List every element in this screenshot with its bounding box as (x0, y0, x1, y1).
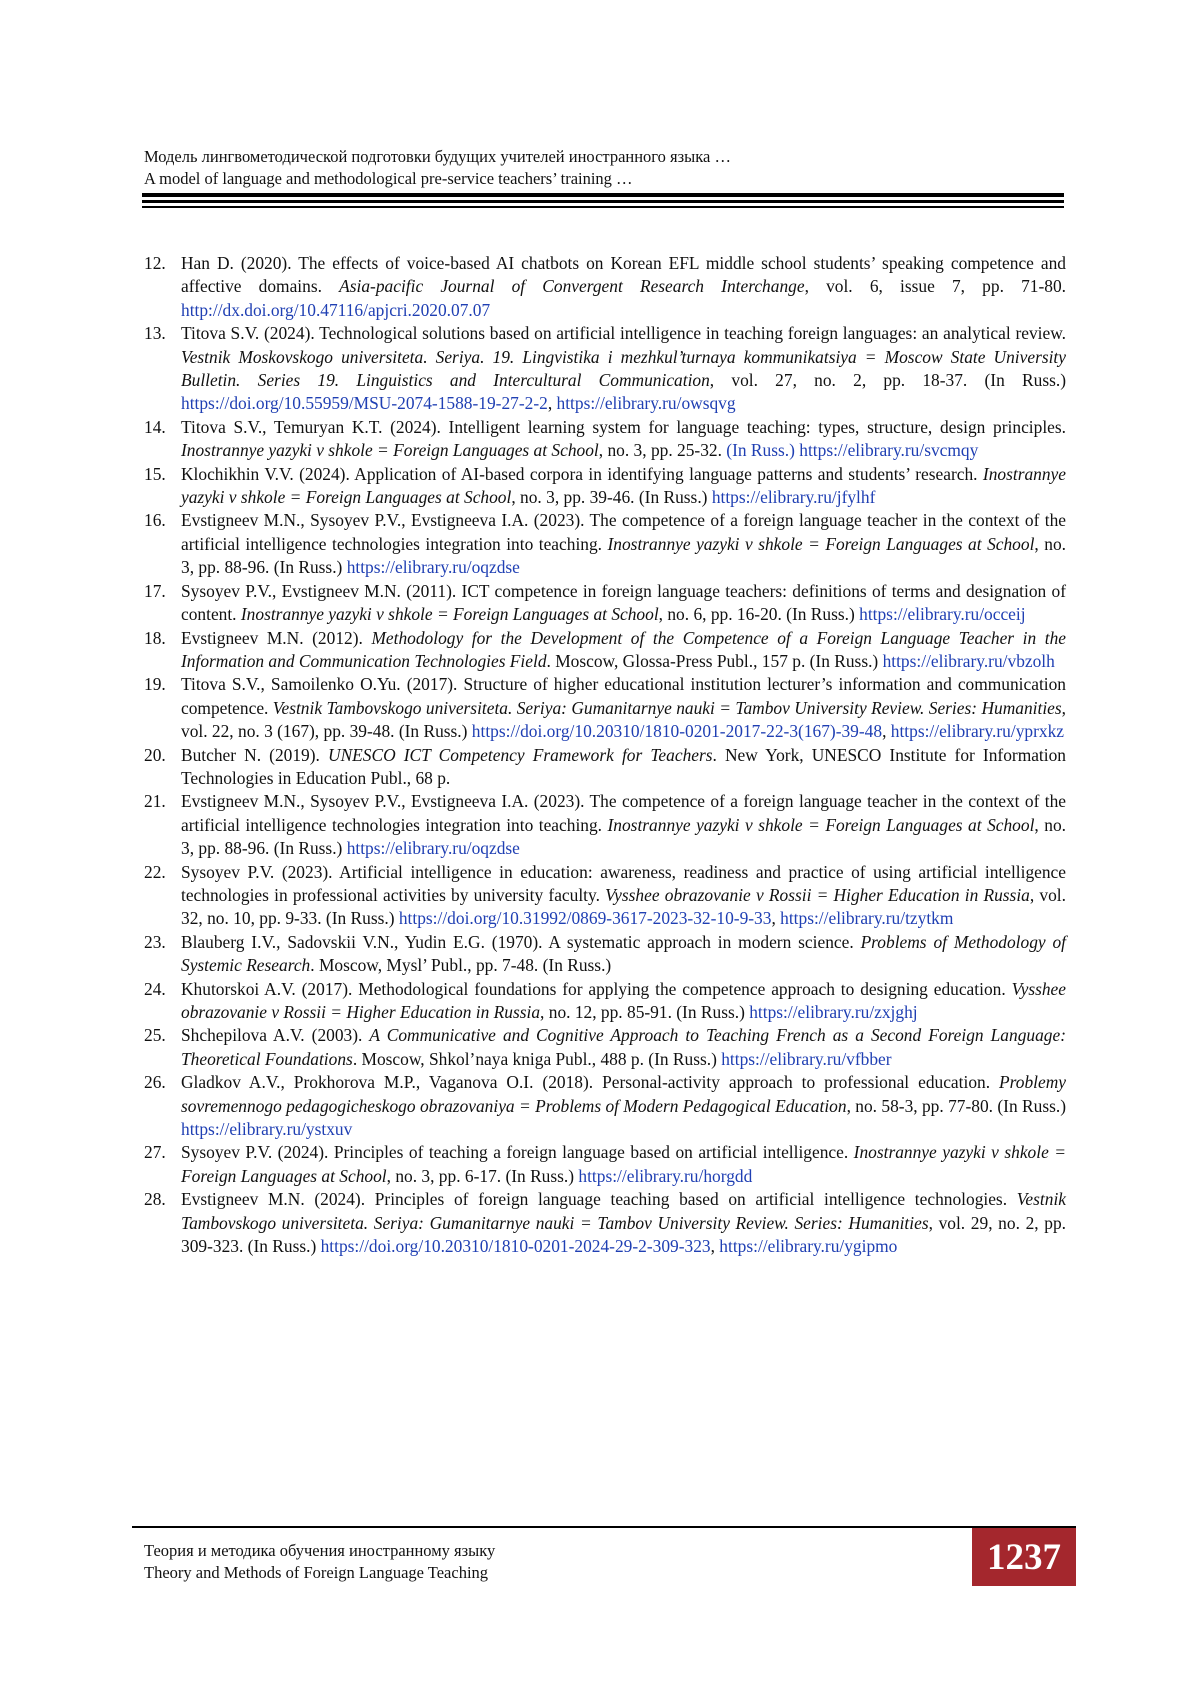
footer-rule (132, 1526, 1076, 1528)
header-title-en: A model of language and methodological pre-service teachers’ training … (144, 169, 633, 188)
reference-link[interactable]: https://doi.org/10.31992/0869-3617-2023-32-10-9-33 (398, 908, 772, 929)
reference-item (144, 1071, 1066, 1141)
reference-number: 17. (144, 580, 166, 601)
reference-segment: Shchepilova A.V. (2003). (181, 1025, 370, 1046)
reference-text (181, 580, 1066, 627)
reference-link[interactable]: https://elibrary.ru/vfbber (721, 1048, 892, 1069)
reference-item (144, 1188, 1066, 1258)
source-title: Methodology for the Development of the Competence of a Foreign Language Teacher in the Information and Communication Technologies Field (181, 627, 1066, 671)
reference-segment: Evstigneev M.N., Sysoyev P.V., Evstigneeva I.A. (2023). The competence of a foreign language teacher in the context of the artificial intelligence technologies integration into teaching. (181, 791, 1066, 835)
reference-text (181, 463, 1066, 510)
reference-number: 12. (144, 253, 166, 273)
reference-link[interactable]: https://elibrary.ru/owsqvg (556, 393, 736, 414)
reference-segment: , no. 6, pp. 16-20. (In Russ.) (658, 604, 860, 625)
reference-segment: Han D. (2020). The effects of voice-based AI chatbots on Korean EFL middle school students’ speaking competence and affective domains. (181, 253, 1066, 297)
reference-number: 15. (144, 463, 166, 484)
reference-segment: Evstigneev M.N., Sysoyev P.V., Evstigneeva I.A. (2023). The competence of a foreign language teacher in the context of the artificial intelligence technologies integration into teaching. (181, 510, 1066, 554)
reference-link[interactable]: https://doi.org/10.55959/MSU-2074-1588-19-27-2-2 (181, 393, 548, 414)
reference-text (181, 1024, 1066, 1071)
reference-segment: Blauberg I.V., Sadovskii V.N., Yudin E.G. (1970). A systematic approach in modern science. (181, 931, 861, 952)
reference-segment: , no. 3, pp. 39-46. (In Russ.) (511, 487, 712, 508)
reference-text (181, 322, 1066, 416)
reference-link[interactable]: https://elibrary.ru/ygipmo (719, 1236, 898, 1257)
source-title: A Communicative and Cognitive Approach to Teaching French as a Second Foreign Language: Theoretical Foundations (181, 1025, 1066, 1069)
reference-link[interactable]: https://elibrary.ru/horgdd (578, 1165, 753, 1186)
reference-text (181, 931, 1066, 978)
reference-segment: , no. 3, pp. 88-96. (In Russ.) (181, 814, 1066, 859)
reference-segment: Khutorskoi A.V. (2017). Methodological foundations for applying the competence approach to designing education. (181, 978, 1012, 999)
reference-text (181, 416, 1066, 463)
reference-link[interactable]: https://elibrary.ru/jfylhf (711, 487, 876, 508)
reference-item (144, 744, 1066, 791)
reference-segment: Titova S.V. (2024). Technological solutions based on artificial intelligence in teaching foreign languages: an analytical review. (181, 323, 1066, 344)
source-title: Vestnik Tambovskogo universiteta. Seriya: Gumanitarnye nauki = Tambov University Review. Series: Humanities (272, 697, 1062, 718)
reference-segment: , no. 3, pp. 25-32. (598, 440, 727, 461)
reference-number: 13. (144, 323, 166, 344)
running-header (144, 146, 1064, 190)
reference-link[interactable]: http://dx.doi.org/10.47116/apjcri.2020.07.07 (181, 299, 491, 320)
reference-item (144, 627, 1066, 674)
reference-segment: . Moscow, Glossa-Press Publ., 157 p. (In Russ.) (546, 650, 883, 671)
reference-segment: , no. 12, pp. 85-91. (In Russ.) (540, 1002, 750, 1022)
reference-item (144, 790, 1066, 860)
reference-item (144, 931, 1066, 978)
reference-text (181, 790, 1066, 860)
reference-list (144, 252, 1066, 1258)
source-title: Inostrannye yazyki v shkole = Foreign Languages at School (240, 604, 659, 625)
source-title: Inostrannye yazyki v shkole = Foreign Languages at School (607, 533, 1035, 554)
source-title: Vysshee obrazovanie v Rossii = Higher Education in Russia (605, 884, 1030, 905)
reference-number: 24. (144, 978, 166, 999)
reference-text (181, 978, 1066, 1025)
reference-item (144, 463, 1066, 510)
source-title: Inostrannye yazyki v shkole = Foreign Languages at School (607, 814, 1035, 835)
page-number: 1237 (972, 1528, 1076, 1586)
reference-number: 14. (144, 416, 166, 437)
reference-link[interactable]: https://elibrary.ru/oqzdse (346, 838, 520, 859)
running-footer (144, 1540, 844, 1584)
reference-text (181, 1141, 1066, 1188)
source-title: Problemy sovremennogo pedagogicheskogo obrazovaniya = Problems of Modern Pedagogical Education (181, 1072, 1066, 1116)
source-title: Asia-pacific Journal of Convergent Research Interchange (339, 276, 805, 297)
source-title: Vestnik Tambovskogo universiteta. Seriya: Gumanitarnye nauki = Tambov University Review. Series: Humanities (181, 1189, 1066, 1233)
reference-text (181, 1188, 1066, 1258)
header-rule-bottom (142, 206, 1064, 208)
reference-segment: , vol. 27, no. 2, pp. 18-37. (In Russ.) (709, 370, 1066, 391)
reference-text (181, 744, 1066, 791)
source-title: Vestnik Moskovskogo universiteta. Seriya. 19. Lingvistika i mezhkul’turnaya kommunikatsiya = Moscow State University Bulletin. Series 19. Linguistics and Intercultural Communication (181, 346, 1066, 391)
reference-number: 20. (144, 744, 166, 765)
reference-number: 21. (144, 791, 166, 812)
reference-segment: Evstigneev M.N. (2024). Principles of foreign language teaching based on artificial intelligence technologies. (181, 1189, 1017, 1210)
reference-segment: , no. 3, pp. 6-17. (In Russ.) (386, 1165, 579, 1186)
reference-text (181, 627, 1066, 674)
reference-number: 22. (144, 861, 166, 882)
reference-item (144, 322, 1066, 416)
reference-text (181, 1071, 1066, 1141)
reference-link[interactable]: https://doi.org/10.20310/1810-0201-2017-22-3(167)-39-48 (471, 721, 883, 742)
reference-segment: , (882, 721, 891, 742)
source-title: Problems of Methodology of Systemic Research (181, 931, 1067, 976)
reference-segment: Titova S.V., Temuryan K.T. (2024). Intelligent learning system for language teaching: types, structure, design principles. (181, 416, 1066, 437)
header-rule-middle (142, 200, 1064, 203)
reference-item (144, 416, 1066, 463)
reference-number: 23. (144, 931, 166, 952)
reference-segment: , no. 3, pp. 88-96. (In Russ.) (181, 533, 1066, 578)
reference-segment: Sysoyev P.V. (2023). Artificial intelligence in education: awareness, readiness and practice of using artificial intelligence technologies in professional activities by university faculty. (181, 861, 1066, 905)
reference-link[interactable]: https://elibrary.ru/occeij (859, 604, 1026, 625)
reference-segment: , vol. 22, no. 3 (167), pp. 39-48. (In Russ.) (181, 697, 1066, 742)
source-title: Inostrannye yazyki v shkole = Foreign Languages at School (181, 1142, 1067, 1186)
reference-item (144, 978, 1066, 1025)
reference-segment: Sysoyev P.V., Evstigneev M.N. (2011). ICT competence in foreign language teachers: definitions of terms and designation of content. (181, 580, 1066, 625)
reference-segment: , (771, 908, 781, 929)
reference-segment: Klochikhin V.V. (2024). Application of AI-based corpora in identifying language patterns and students’ research. (181, 463, 983, 484)
reference-link[interactable]: https://elibrary.ru/oqzdse (346, 557, 520, 578)
reference-segment: Evstigneev M.N. (2012). (181, 627, 372, 648)
reference-segment: , vol. 32, no. 10, pp. 9-33. (In Russ.) (181, 884, 1066, 929)
reference-segment: . Moscow, Shkol’naya kniga Publ., 488 p. (In Russ.) (352, 1048, 722, 1069)
header-title-ru: Модель лингвометодической подготовки будущих учителей иностранного языка … (144, 147, 731, 166)
source-title: UNESCO ICT Competency Framework for Teachers (328, 744, 713, 765)
reference-item (144, 861, 1066, 931)
reference-number: 25. (144, 1025, 166, 1046)
reference-segment: , (710, 1236, 720, 1257)
reference-text (181, 861, 1066, 931)
reference-link[interactable]: https://elibrary.ru/ystxuv (181, 1119, 353, 1140)
reference-segment: , no. 58-3, pp. 77-80. (In Russ.) (846, 1095, 1066, 1116)
reference-link[interactable]: (In Russ.) (726, 440, 795, 461)
reference-link[interactable]: https://elibrary.ru/vbzolh (882, 650, 1055, 671)
reference-segment: Butcher N. (2019). (181, 744, 329, 765)
reference-item (144, 673, 1066, 743)
reference-segment: Sysoyev P.V. (2024). Principles of teaching a foreign language based on artificial intelligence. (181, 1142, 854, 1163)
reference-segment: , (547, 393, 557, 414)
reference-segment: Titova S.V., Samoilenko O.Yu. (2017). Structure of higher educational institution lecturer’s information and communication competence. (181, 674, 1066, 718)
reference-item (144, 509, 1066, 579)
reference-segment: , vol. 6, issue 7, pp. 71-80. (804, 276, 1067, 297)
reference-number: 18. (144, 627, 166, 648)
reference-link[interactable]: https://elibrary.ru/tzytkm (780, 908, 954, 929)
reference-item (144, 1141, 1066, 1188)
reference-text (181, 252, 1066, 322)
reference-link[interactable]: https://doi.org/10.20310/1810-0201-2024-29-2-309-323 (320, 1236, 711, 1257)
reference-segment: . Moscow, Mysl’ Publ., pp. 7-48. (In Russ.) (310, 955, 612, 976)
footer-journal-ru: Теория и методика обучения иностранному языку (144, 1541, 496, 1560)
reference-link[interactable]: https://elibrary.ru/zxjghj (749, 1002, 918, 1022)
reference-text (181, 509, 1066, 579)
reference-number: 19. (144, 674, 166, 695)
reference-number: 27. (144, 1142, 166, 1163)
reference-link[interactable]: https://elibrary.ru/yprxkz (890, 721, 1064, 742)
reference-number: 26. (144, 1072, 166, 1093)
reference-segment: . New York, UNESCO Institute for Information Technologies in Education Publ., 68 p. (181, 744, 1066, 788)
reference-number: 16. (144, 510, 166, 531)
reference-text (181, 673, 1066, 743)
reference-segment: Gladkov A.V., Prokhorova M.P., Vaganova O.I. (2018). Personal-activity approach to professional education. (181, 1072, 1000, 1093)
reference-segment: , vol. 29, no. 2, pp. 309-323. (In Russ.) (181, 1212, 1066, 1257)
footer-journal-en: Theory and Methods of Foreign Language Teaching (144, 1563, 489, 1582)
reference-item (144, 252, 1066, 322)
reference-number: 28. (144, 1189, 166, 1210)
reference-link[interactable]: https://elibrary.ru/svcmqy (799, 440, 979, 461)
source-title: Inostrannye yazyki v shkole = Foreign Languages at School (181, 440, 599, 461)
reference-item (144, 580, 1066, 627)
source-title: Vysshee obrazovanie v Rossii = Higher Education in Russia (181, 978, 1066, 1022)
reference-item (144, 1024, 1066, 1071)
header-rule-top (142, 193, 1064, 197)
source-title: Inostrannye yazyki v shkole = Foreign Languages at School (181, 463, 1066, 508)
